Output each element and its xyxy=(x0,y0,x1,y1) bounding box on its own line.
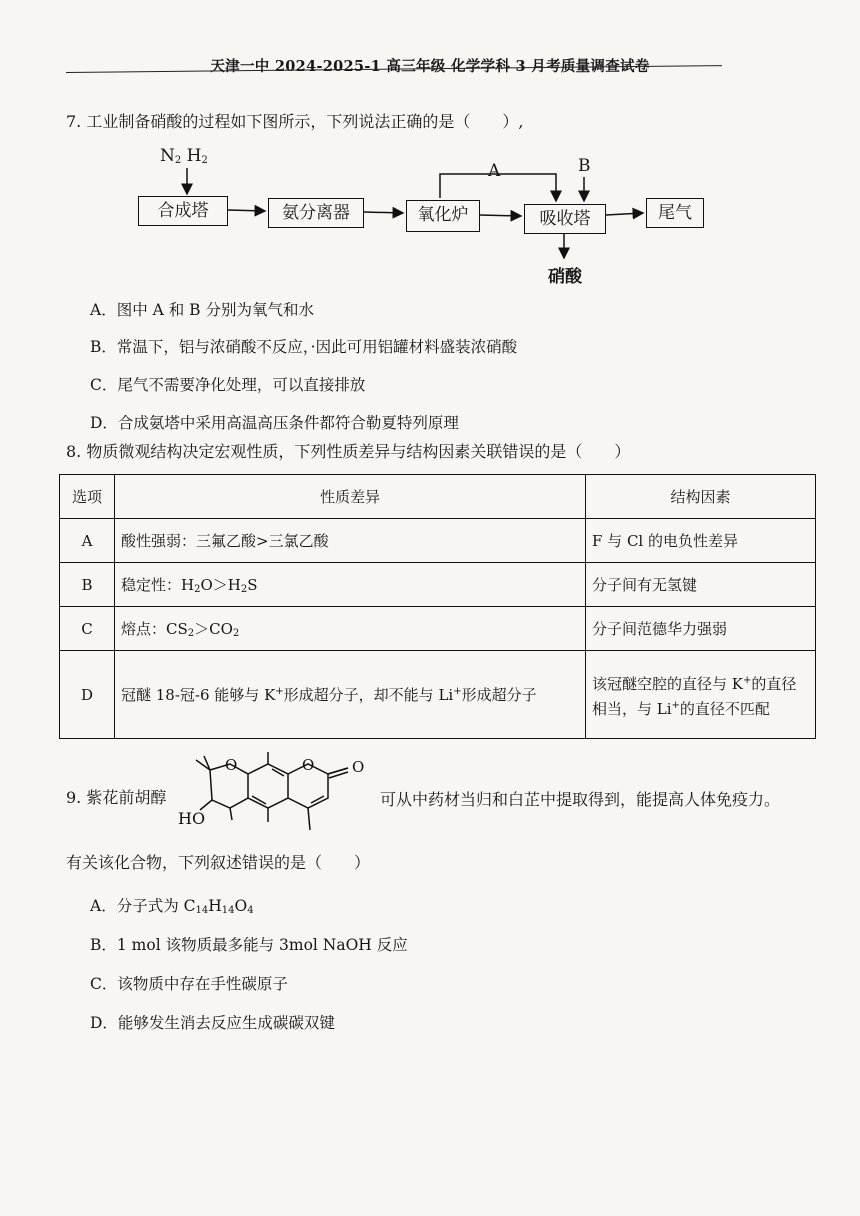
table-cell-property: 稳定性：$H_2O>H_2S$ xyxy=(115,563,586,607)
q9-option-c: C．该物质中存在手性碳原子 xyxy=(90,975,288,993)
q9-option-b: B．1 mol 该物质最多能与 3mol NaOH 反应 xyxy=(90,936,408,954)
exam-header-title: 天津一中 2024-2025-1 高三年级 化学学科 3 月考质量调查试卷 xyxy=(210,58,650,75)
table-cell-option: B xyxy=(60,563,115,607)
table-cell-cause: 分子间范德华力强弱 xyxy=(586,607,816,651)
table-cell-option: C xyxy=(60,607,115,651)
table-row xyxy=(60,519,816,563)
flow-box-ammonia-separator: 氨分离器 xyxy=(268,198,364,228)
flow-label-b: B xyxy=(578,156,591,176)
flow-box-synthesis-tower: 合成塔 xyxy=(138,196,228,226)
q9-question: 有关该化合物，下列叙述错误的是（ ） xyxy=(66,853,371,872)
q7-option-c: C．尾气不需要净化处理，可以直接排放 xyxy=(90,376,366,394)
table-header-cause: 结构因素 xyxy=(586,475,816,519)
q7-option-a: A．图中 A 和 B 分别为氧气和水 xyxy=(90,301,314,319)
q9-stem-suffix: 可从中药材当归和白芷中提取得到，能提高人体免疫力。 xyxy=(380,790,781,809)
table-cell-cause: F 与 Cl 的电负性差异 xyxy=(586,519,816,563)
q7-option-d: D．合成氨塔中采用高温高压条件都符合勒夏特列原理 xyxy=(90,414,459,432)
table-row xyxy=(60,651,816,739)
table-cell-cause: 分子间有无氢键 xyxy=(586,563,816,607)
q8-table xyxy=(59,474,816,739)
q9-molecular-structure xyxy=(170,752,380,834)
table-header-property: 性质差异 xyxy=(115,475,586,519)
q7-option-b: B．常温下，铝与浓硝酸不反应，·因此可用铝罐材料盛装浓硝酸 xyxy=(90,338,518,356)
table-cell-option: A xyxy=(60,519,115,563)
table-header-row xyxy=(60,475,816,519)
q9-option-a: A．分子式为 $C_{14}H_{14}O_4$ xyxy=(90,897,254,916)
table-row xyxy=(60,563,816,607)
table-cell-property: 熔点：$CS_2>CO_2$ xyxy=(115,607,586,651)
flow-box-oxidation-furnace: 氧化炉 xyxy=(406,200,480,232)
ring-oxygen-1: O xyxy=(225,756,238,774)
flow-output-nitric-acid: 硝酸 xyxy=(548,267,582,287)
carbonyl-oxygen: O xyxy=(352,758,365,776)
table-cell-property: 酸性强弱：三氟乙酸>三氯乙酸 xyxy=(115,519,586,563)
q7-stem: 7. 工业制备硝酸的过程如下图所示，下列说法正确的是（ ）, xyxy=(66,112,524,131)
table-row xyxy=(60,607,816,651)
flow-box-absorption-tower: 吸收塔 xyxy=(524,204,606,234)
q9-option-d: D．能够发生消去反应生成碳碳双键 xyxy=(90,1014,335,1032)
table-cell-cause: 该冠醚空腔的直径与 K+的直径相当，与 Li+的直径不匹配 xyxy=(586,651,816,739)
hydroxyl-label: HO xyxy=(178,809,206,828)
flow-arrows xyxy=(0,0,860,300)
q9-stem-prefix: 9. 紫花前胡醇 xyxy=(66,788,167,807)
flow-label-a: A xyxy=(488,161,501,181)
table-cell-property: 冠醚 18-冠-6 能够与 K+形成超分子，却不能与 Li+形成超分子 xyxy=(115,651,586,739)
table-header-option: 选项 xyxy=(60,475,115,519)
flow-box-tail-gas: 尾气 xyxy=(646,198,704,228)
table-cell-option: D xyxy=(60,651,115,739)
q8-stem: 8. 物质微观结构决定宏观性质，下列性质差异与结构因素关联错误的是（ ） xyxy=(66,442,631,461)
ring-oxygen-2: O xyxy=(302,756,315,774)
flow-input-n2-h2: $N_2$ $H_2$ xyxy=(160,146,208,166)
